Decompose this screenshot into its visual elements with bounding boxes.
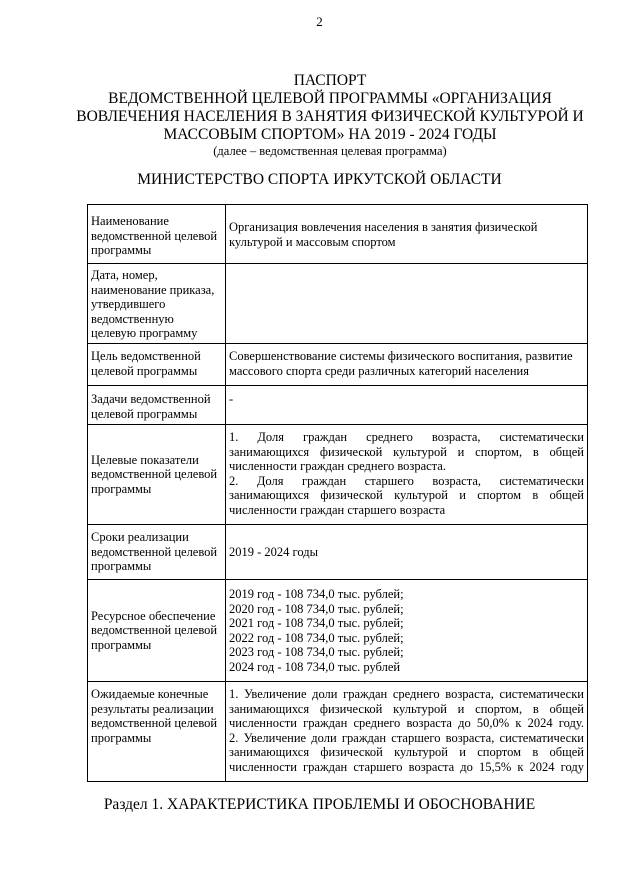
value-line: массового спорта среди различных категорий населения [229,363,529,378]
resource-year-line: 2019 год - 108 734,0 тыс. рублей; [229,587,404,601]
value-line: 1. Увеличение доли граждан среднего возраста, систематически [229,687,584,701]
value-line: занимающихся физической культурой и спортом в общей [229,745,584,759]
label-program-goal: Цель ведомственной целевой программы [88,344,226,386]
title-line-4: МАССОВЫМ СПОРТОМ» НА 2019 - 2024 ГОДЫ [163,126,497,143]
value-line: Совершенствование системы физического воспитания, развитие [229,349,573,363]
value-line: занимающихся физической культурой и спортом, в общей [229,444,584,459]
value-line: 2. Увеличение доли граждан старшего возраста, систематически [229,730,584,745]
label-target-indicators: Целевые показатели ведомственной целевой программы [88,425,226,525]
section-title: Раздел 1. ХАРАКТЕРИСТИКА ПРОБЛЕМЫ И ОБОСНОВАНИЕ [103,796,536,813]
value-order-info [226,264,588,344]
page-number: 2 [316,14,323,29]
value-line: занимающихся физической культурой и спортом, в общей [229,701,584,716]
title-line-2: ВЕДОМСТВЕННОЙ ЦЕЛЕВОЙ ПРОГРАММЫ «ОРГАНИЗАЦИЯ [108,90,552,107]
title-line-1: ПАСПОРТ [293,72,367,89]
value-timeline: 2019 - 2024 годы [226,525,588,580]
row-program-name [88,205,588,264]
label-program-tasks: Задачи ведомственной целевой программы [88,386,226,425]
value-line: численности граждан среднего возраста до 50,0% к 2024 году. [229,716,584,730]
label-program-name: Наименование ведомственной целевой программы [88,205,226,264]
label-resources: Ресурсное обеспечение ведомственной целевой программы [88,580,226,682]
passport-table [87,204,588,782]
label-order-info: Дата, номер, наименование приказа, утвердившего ведомственную целевую программу [88,264,226,344]
row-timeline [88,525,588,580]
resource-year-line: 2023 год - 108 734,0 тыс. рублей; [229,645,404,659]
value-program-tasks: - [226,386,588,425]
value-program-name [226,205,588,264]
value-line: занимающихся физической культурой и спортом в общей [229,488,584,502]
passport-title [60,72,600,159]
value-resources [226,580,588,682]
value-line: 2. Доля граждан старшего возраста, систематически [229,473,584,488]
value-target-indicators [226,425,588,525]
value-line: численности граждан старшего возраста до 15,5% к 2024 году [229,759,584,774]
value-line: численности граждан среднего возраста. [229,459,446,473]
title-subtitle: (далее – ведомственная целевая программа) [213,144,447,158]
value-line: культурой и массовым спортом [229,234,396,249]
value-line: численности граждан старшего возраста [229,502,446,517]
ministry-heading: МИНИСТЕРСТВО СПОРТА ИРКУТСКОЙ ОБЛАСТИ [137,171,502,188]
row-program-tasks [88,386,588,425]
row-program-goal [88,344,588,386]
row-target-indicators [88,425,588,525]
value-program-goal [226,344,588,386]
row-resources [88,580,588,682]
row-order-info [88,264,588,344]
value-expected-results [226,682,588,782]
title-line-3: ВОВЛЕЧЕНИЯ НАСЕЛЕНИЯ В ЗАНЯТИЯ ФИЗИЧЕСКОЙ КУЛЬТУРОЙ И [76,108,584,125]
row-expected-results [88,682,588,782]
resource-year-line: 2024 год - 108 734,0 тыс. рублей [229,659,401,674]
label-timeline: Сроки реализации ведомственной целевой программы [88,525,226,580]
resource-year-line: 2022 год - 108 734,0 тыс. рублей; [229,630,404,645]
value-line: Организация вовлечения населения в занятия физической [229,220,538,234]
resource-year-line: 2021 год - 108 734,0 тыс. рублей; [229,616,404,630]
resource-year-line: 2020 год - 108 734,0 тыс. рублей; [229,601,404,616]
label-expected-results: Ожидаемые конечные результаты реализации ведомственной целевой программы [88,682,226,782]
value-line: 1. Доля граждан среднего возраста, систематически [229,430,584,444]
